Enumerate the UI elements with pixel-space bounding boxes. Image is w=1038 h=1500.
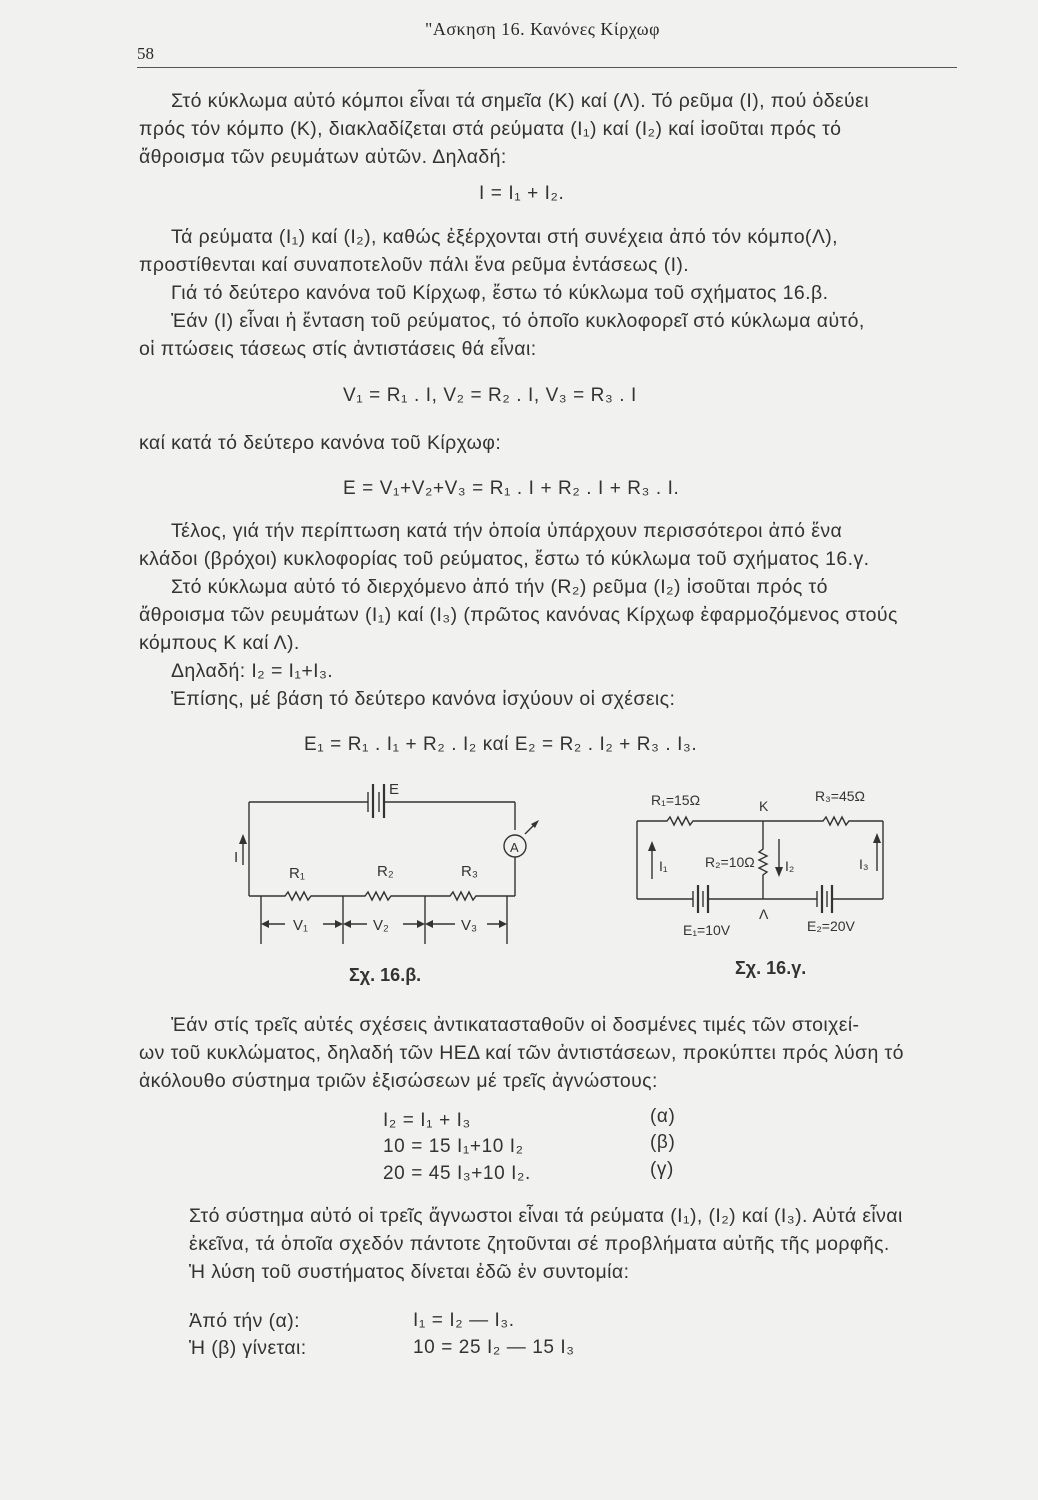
paragraph-line: ἀκόλουθο σύστημα τριῶν ἐξισώσεων μέ τρεῖς ἀγνώστους: (139, 1070, 658, 1092)
resistor-chain (249, 892, 515, 900)
paragraph-line: Γιά τό δεύτερο κανόνα τοῦ Κίρχωφ, ἔστω τό κύκλωμα τοῦ σχήματος 16.β. (171, 282, 829, 304)
arrowhead (648, 841, 656, 851)
page-number: 58 (137, 44, 154, 63)
solution-label: Ἡ (β) γίνεται: (189, 1337, 307, 1359)
solution-label: Ἀπό τήν (α): (189, 1310, 300, 1332)
paragraph-line: ἄθροισμα τῶν ρευμάτων αὐτῶν. Δηλαδή: (139, 146, 507, 168)
arrowhead (873, 833, 881, 843)
arrowhead (343, 920, 351, 928)
ammeter-label: A (510, 840, 519, 855)
arrowhead (775, 867, 783, 877)
paragraph-line: οἱ πτώσεις τάσεως στίς ἀντιστάσεις θά εἶναι: (139, 338, 537, 360)
system-tag-a: (α) (650, 1106, 676, 1127)
paragraph-line: Ἐάν (Ι) εἶναι ἡ ἔνταση τοῦ ρεύματος, τό ὁποῖο κυκλοφορεῖ στό κύκλωμα αὐτό, (171, 310, 865, 332)
i3-label: Ι₃ (859, 856, 869, 872)
e2-label: Ε₂=20V (807, 918, 855, 934)
paragraph-line: κλάδοι (βρόχοι) κυκλοφορίας τοῦ ρεύματος, ἔστω τό κύκλωμα τοῦ σχήματος 16.γ. (139, 548, 870, 570)
arrowhead (261, 920, 269, 928)
r3-label: R₃ (461, 863, 478, 880)
paragraph-line: ἄθροισμα τῶν ρευμάτων (Ι₁) καί (Ι₃) (πρῶτος κανόνας Κίρχωφ ἐφαρμοζόμενος στούς (139, 604, 898, 626)
current-arrowhead (239, 834, 247, 844)
paragraph-line: κόμπους Κ καί Λ). (139, 632, 300, 654)
system-tag-b: (β) (650, 1132, 676, 1153)
r3-label: R₃=45Ω (815, 788, 866, 804)
system-equation-c: 20 = 45 Ι₃+10 Ι₂. (383, 1163, 531, 1184)
r1-label: R₁=15Ω (651, 792, 701, 808)
arrowhead (499, 920, 507, 928)
paragraph-line: Δηλαδή: Ι₂ = Ι₁+Ι₃. (171, 660, 334, 682)
node-l-label: Λ (759, 906, 769, 922)
r2-resistor (759, 821, 767, 899)
solution-step: 10 = 25 Ι₂ — 15 Ι₃ (413, 1337, 575, 1358)
node-k-label: Κ (759, 798, 769, 814)
paragraph-line: Στό κύκλωμα αὐτό τό διερχόμενο ἀπό τήν (R₂) ρεῦμα (Ι₂) ἰσοῦται πρός τό (171, 576, 828, 598)
header-rule (137, 67, 957, 68)
paragraph-line: ἐκεῖνα, τά ὁποῖα σχεδόν πάντοτε ζητοῦνται σέ προβλήματα αὐτῆς τῆς μορφῆς. (189, 1233, 890, 1255)
r2-label: R₂ (377, 863, 394, 880)
paragraph-line: καί κατά τό δεύτερο κανόνα τοῦ Κίρχωφ: (139, 432, 502, 454)
system-tag-c: (γ) (650, 1159, 674, 1180)
paragraph-line: Στό κύκλωμα αὐτό κόμποι εἶναι τά σημεῖα (Κ) καί (Λ). Τό ρεῦμα (Ι), πού ὁδεύει (171, 90, 869, 112)
paragraph-line: πρός τόν κόμπο (Κ), διακλαδίζεται στά ρεύματα (Ι₁) καί (Ι₂) καί ἰσοῦται πρός τό (139, 118, 842, 140)
arrowhead (335, 920, 343, 928)
system-equation-a: Ι₂ = Ι₁ + Ι₃ (383, 1110, 471, 1131)
paragraph-line: ων τοῦ κυκλώματος, δηλαδή τῶν ΗΕΔ καί τῶν ἀντιστάσεων, προκύπτει πρός λύση τό (139, 1042, 904, 1064)
figure-16g-caption: Σχ. 16.γ. (735, 958, 807, 978)
equation: Ε₁ = R₁ . Ι₁ + R₂ . Ι₂ καί Ε₂ = R₂ . Ι₂ + R₃ . Ι₃. (304, 734, 698, 755)
equation: Ι = Ι₁ + Ι₂. (479, 183, 565, 204)
equation: Ε = V₁+V₂+V₃ = R₁ . Ι + R₂ . Ι + R₃ . Ι. (343, 478, 680, 499)
v1-label: V₁ (293, 917, 309, 934)
chapter-title: "Ασκηση 16. Κανόνες Κίρχωφ (425, 19, 661, 39)
equation: V₁ = R₁ . Ι, V₂ = R₂ . Ι, V₃ = R₃ . Ι (343, 385, 637, 406)
figure-16b-caption: Σχ. 16.β. (349, 965, 422, 985)
paragraph-line: προστίθενται καί συναποτελοῦν πάλι ἕνα ρεῦμα ἐντάσεως (Ι). (139, 254, 690, 276)
arrowhead (417, 920, 425, 928)
top-wire-with-resistors (637, 817, 883, 825)
solution-step: Ι₁ = Ι₂ — Ι₃. (413, 1310, 515, 1331)
paragraph-line: Στό σύστημα αὐτό οἱ τρεῖς ἄγνωστοι εἶναι τά ρεύματα (Ι₁), (Ι₂) καί (Ι₃). Αὐτά εἶναι (189, 1205, 903, 1227)
current-label: Ι (234, 849, 239, 866)
i1-label: Ι₁ (659, 858, 668, 874)
v3-label: V₃ (461, 917, 478, 934)
emf-label: Ε (389, 781, 400, 798)
figure-16g-circuit (625, 775, 905, 955)
r2-label: R₂=10Ω (705, 854, 755, 870)
paragraph-line: Τά ρεύματα (Ι₁) καί (Ι₂), καθώς ἐξέρχονται στή συνέχεια ἀπό τόν κόμπο(Λ), (171, 226, 838, 248)
e1-label: Ε₁=10V (683, 922, 731, 938)
paragraph-line: Τέλος, γιά τήν περίπτωση κατά τήν ὁποία ὑπάρχουν περισσότεροι ἀπό ἕνα (171, 520, 843, 542)
i2-label: Ι₂ (785, 858, 795, 874)
system-equation-b: 10 = 15 Ι₁+10 Ι₂ (383, 1136, 524, 1157)
figure-16b-circuit (225, 770, 555, 985)
r1-label: R₁ (289, 865, 305, 882)
paragraph-line: Ἡ λύση τοῦ συστήματος δίνεται ἐδῶ ἐν συντομία: (189, 1261, 630, 1283)
arrowhead (425, 920, 433, 928)
paragraph-line: Ἐπίσης, μέ βάση τό δεύτερο κανόνα ἰσχύουν οἱ σχέσεις: (171, 688, 676, 710)
paragraph-line: Ἐάν στίς τρεῖς αὐτές σχέσεις ἀντικατασταθοῦν οἱ δοσμένες τιμές τῶν στοιχεί- (171, 1014, 860, 1036)
v2-label: V₂ (373, 917, 389, 934)
